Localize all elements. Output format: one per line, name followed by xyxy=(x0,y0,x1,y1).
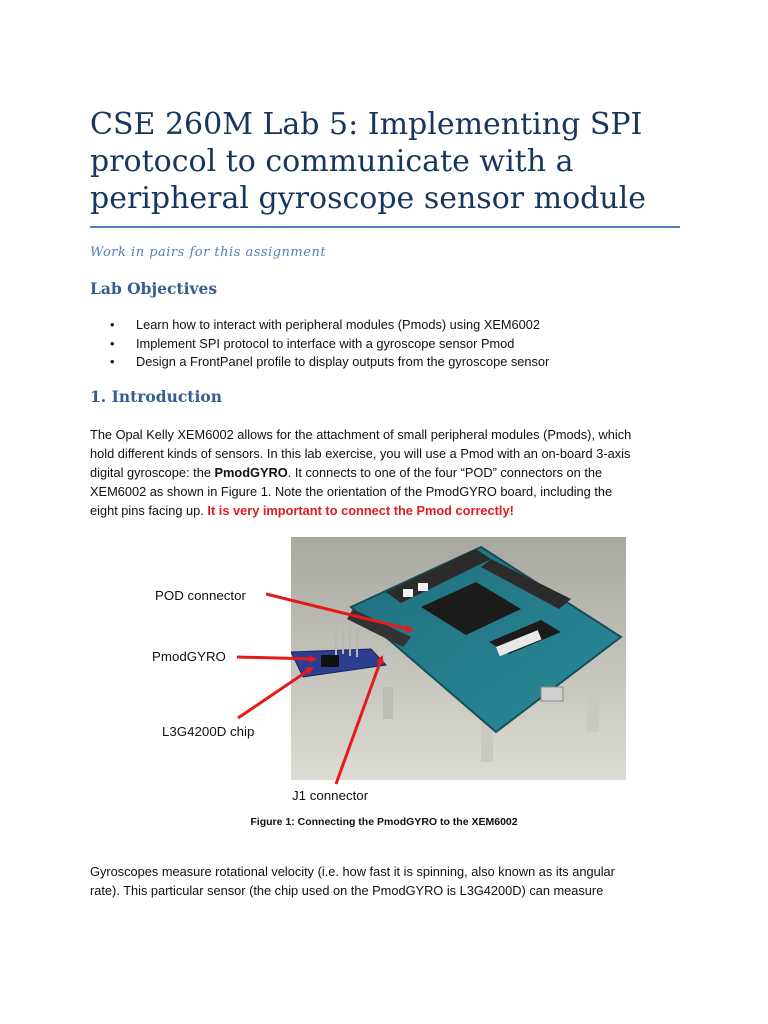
objectives-list xyxy=(110,316,549,372)
text-run: . It connects to one of the four “POD” connectors on the xyxy=(287,465,603,480)
pmodgyro-bold-term: PmodGYRO xyxy=(214,465,288,480)
paragraph-line: XEM6002 as shown in Figure 1. Note the orientation of the PmodGYRO board, including the xyxy=(90,484,613,499)
warning-text: It is very important to connect the Pmod correctly! xyxy=(207,503,514,518)
list-item: • Design a FrontPanel profile to display outputs from the gyroscope sensor xyxy=(110,353,549,372)
pmodgyro-label: PmodGYRO xyxy=(152,649,226,664)
figure-caption: Figure 1: Connecting the PmodGYRO to the XEM6002 xyxy=(250,816,518,828)
document-title xyxy=(90,106,690,217)
text-run: eight pins facing up. xyxy=(90,503,208,518)
title-line: protocol to communicate with a xyxy=(90,144,574,179)
board-photo xyxy=(291,537,626,780)
paragraph-line xyxy=(90,501,690,520)
list-item: • Implement SPI protocol to interface with a gyroscope sensor Pmod xyxy=(110,335,549,354)
text-run: digital gyroscope: the xyxy=(90,465,215,480)
j1-connector-label: J1 connector xyxy=(292,788,369,803)
chip-label: L3G4200D chip xyxy=(162,724,255,739)
introduction-paragraph xyxy=(90,425,690,520)
title-line: peripheral gyroscope sensor module xyxy=(90,181,647,216)
paragraph-line xyxy=(90,463,690,482)
document-subtitle: Work in pairs for this assignment xyxy=(90,245,327,260)
list-item: • Learn how to interact with peripheral modules (Pmods) using XEM6002 xyxy=(110,316,549,335)
objectives-heading: Lab Objectives xyxy=(90,279,218,298)
gyroscope-paragraph xyxy=(90,862,690,900)
paragraph-line: Gyroscopes measure rotational velocity (i.e. how fast it is spinning, also known as its angular xyxy=(90,864,615,879)
introduction-heading: 1. Introduction xyxy=(90,387,222,406)
title-divider xyxy=(90,226,680,228)
pod-connector-label: POD connector xyxy=(155,588,246,603)
title-line: CSE 260M Lab 5: Implementing SPI xyxy=(90,107,643,142)
paragraph-line: The Opal Kelly XEM6002 allows for the attachment of small peripheral modules (Pmods), which xyxy=(90,427,632,442)
paragraph-line: rate). This particular sensor (the chip used on the PmodGYRO is L3G4200D) can measure xyxy=(90,883,604,898)
paragraph-line: hold different kinds of sensors. In this lab exercise, you will use a Pmod with an on-board 3-axis xyxy=(90,446,631,461)
